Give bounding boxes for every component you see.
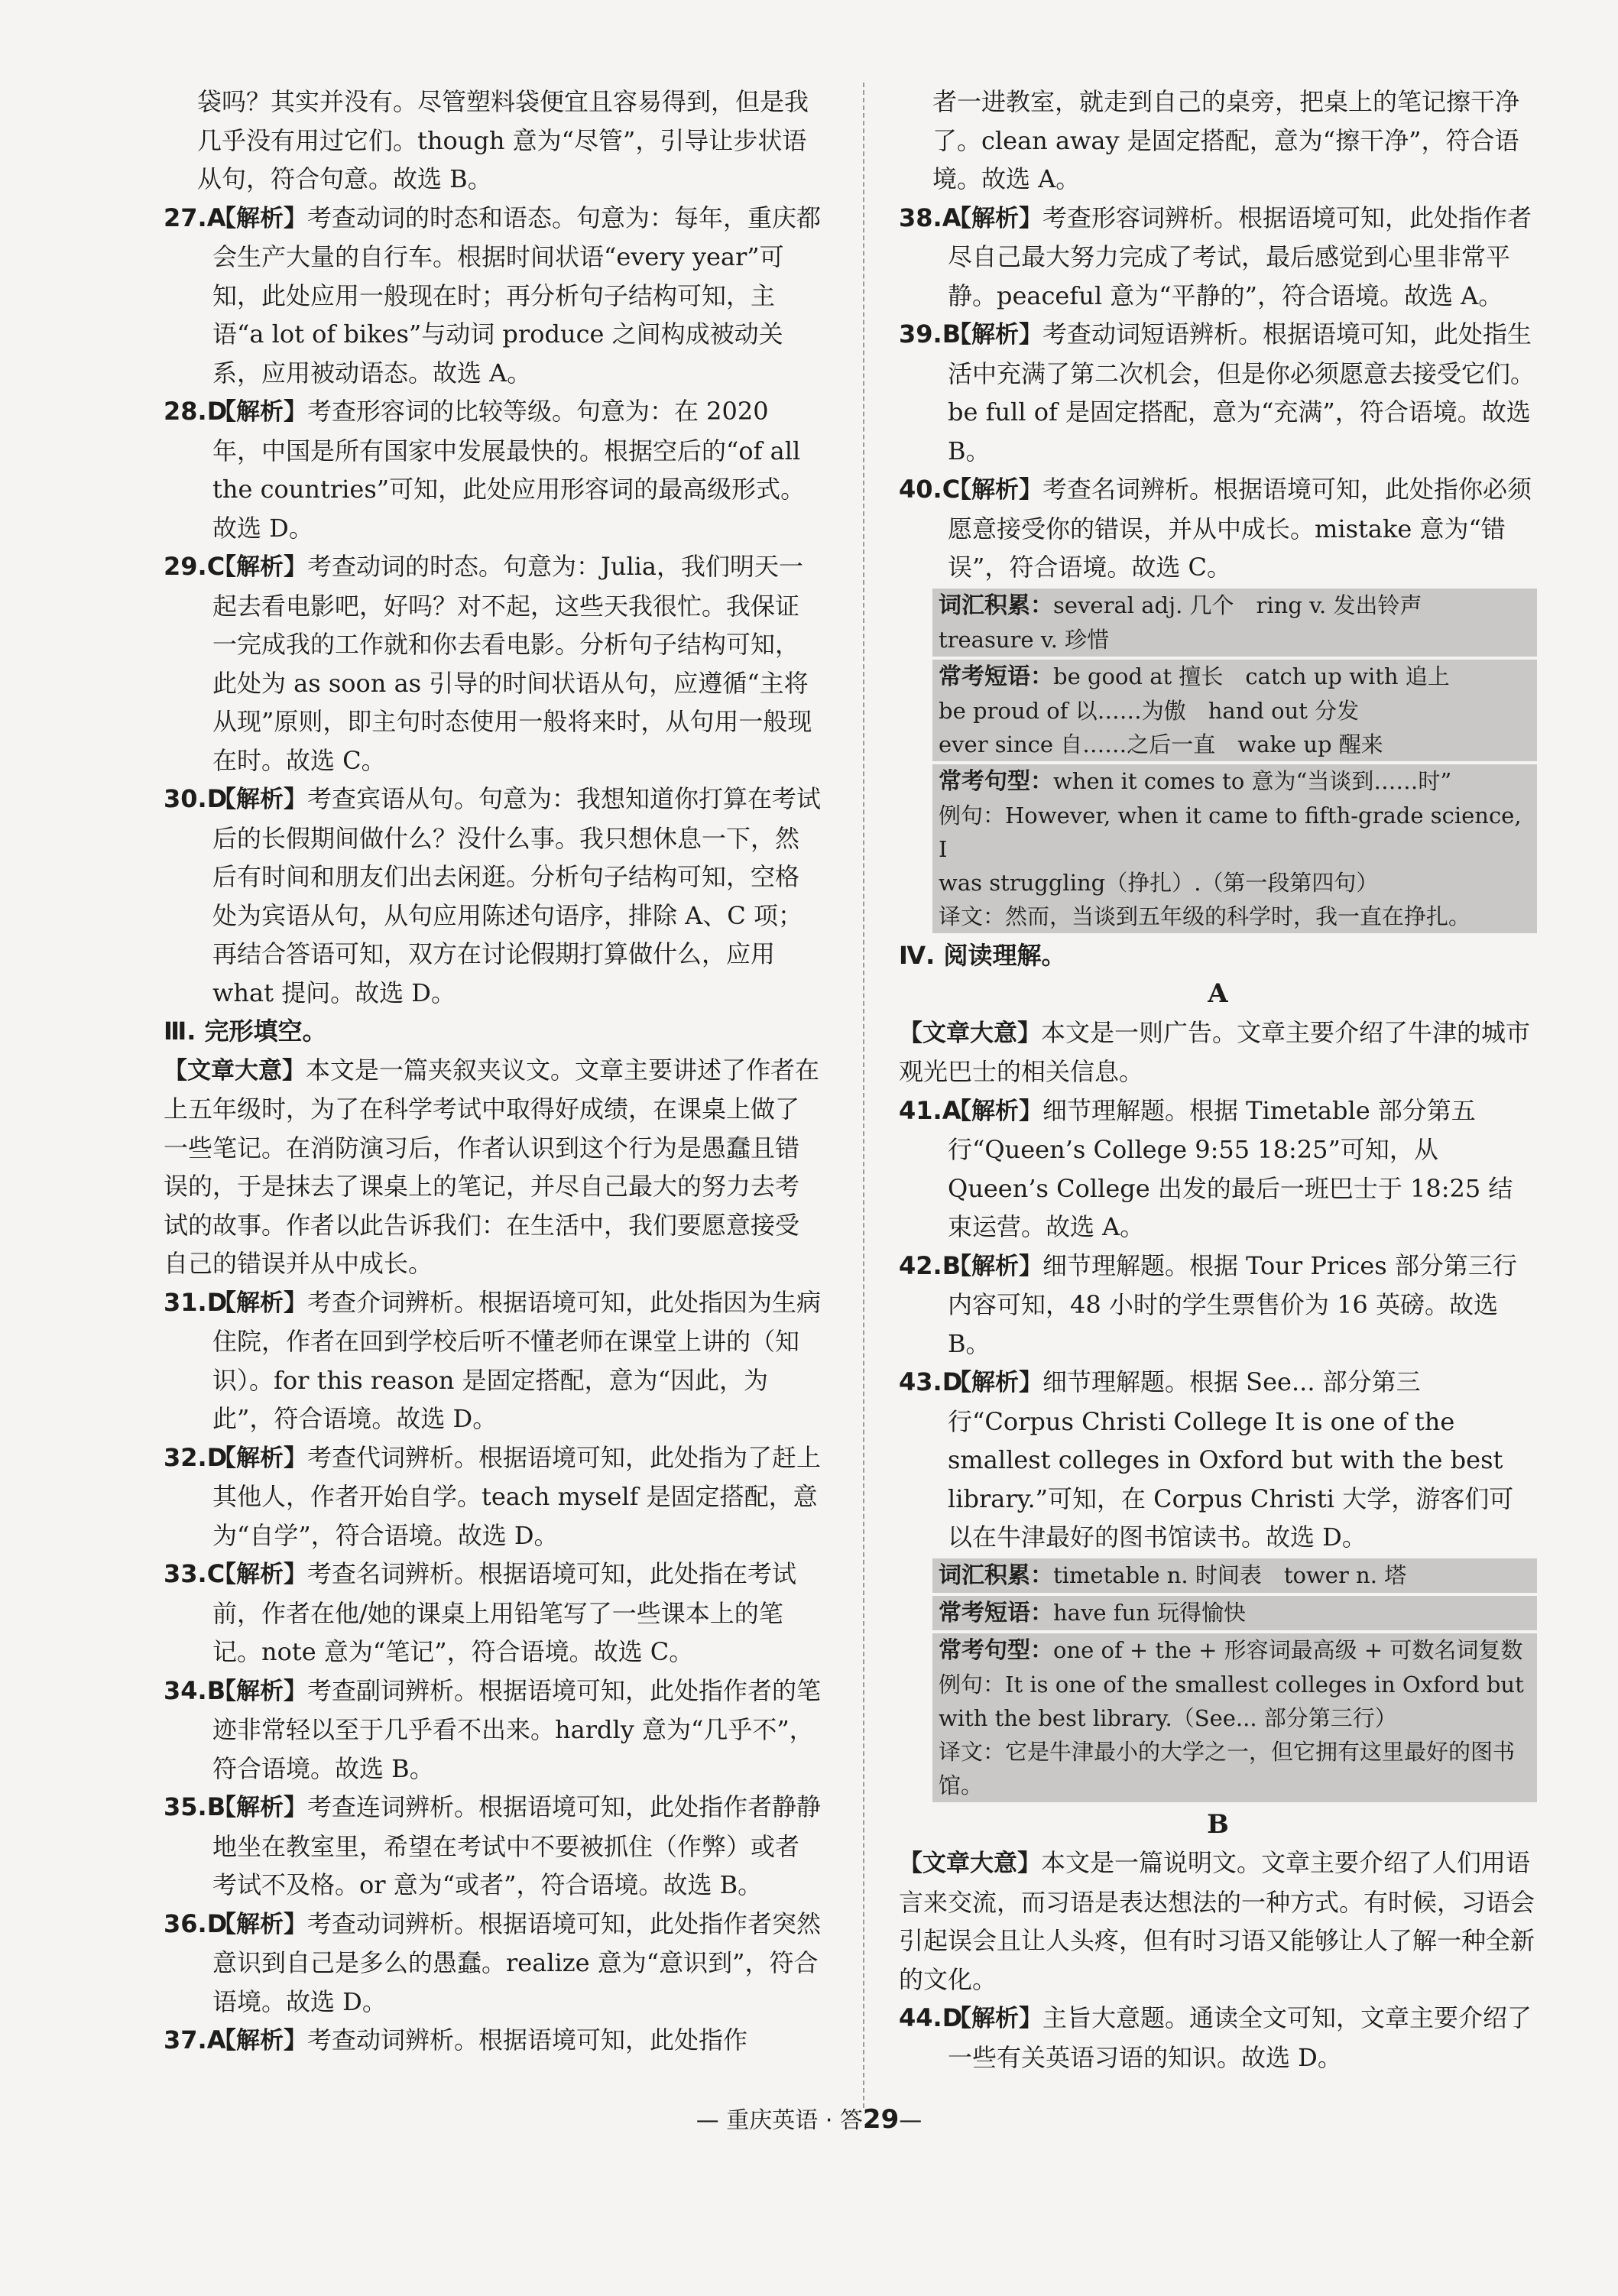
part-b-heading: B xyxy=(1207,1808,1229,1840)
sentence-line: 常考句型：when it comes to 意为“当谈到……时” 例句：However, when it came to fifth-grade science, I was struggling（挣扎）.（第一段第四句） 译文：然而，当谈到五年级的科学时，我一直在挣扎。 xyxy=(932,764,1537,933)
knowledge-box-2 xyxy=(932,1558,1537,1802)
answer-item-31: 31.D 【解析】考查介词辨析。根据语境可知，此处指因为生病住院，作者在回到学校后听不懂老师在课堂上讲的（知识）。for this reason 是固定搭配，意为“因此，为此”，符合语境。故选 D。 xyxy=(164,1287,822,1433)
continued-text: 者一进教室，就走到自己的桌旁，把桌上的笔记擦干净了。clean away 是固定搭配，意为“擦干净”，符合语境。故选 A。 xyxy=(932,87,1520,193)
answer-item-41: 41.A 【解析】细节理解题。根据 Timetable 部分第五行“Queen’s College 9:55 18:25”可知，从 Queen’s College 出发的最后一班巴士于 18:25 结束运营。故选 A。 xyxy=(899,1095,1513,1241)
answer-item-27: 27.A 【解析】考查动词的时态和语态。句意为：每年，重庆都会生产大量的自行车。根据时间状语“every year”可知，此处应用一般现在时；再分析句子结构可知，主语“a lot of bikes”与动词 produce 之间构成被动关系，应用被动语态。故选 A。 xyxy=(164,203,822,388)
part-a-heading: A xyxy=(1208,978,1228,1009)
answer-item-37: 37.A 【解析】考查动词辨析。根据语境可知，此处指作 xyxy=(164,2025,748,2054)
section-heading-cloze: Ⅲ. 完形填空。 xyxy=(164,1017,327,1046)
answer-item-39: 39.B 【解析】考查动词短语辨析。根据语境可知，此处指生活中充满了第二次机会，但是你必须愿意去接受它们。be full of 是固定搭配，意为“充满”，符合语境。故选 B。 xyxy=(899,319,1535,465)
vocab-line: 词汇积累：timetable n. 时间表 tower n. 塔 xyxy=(932,1558,1537,1593)
article-summary-b: 【文章大意】本文是一篇说明文。文章主要介绍了人们用语言来交流，而习语是表达想法的一种方式。有时候，习语会引起误会且让人头疼，但有时习语又能够让人了解一种全新的文化。 xyxy=(899,1848,1535,1994)
continued-text: 袋吗？其实并没有。尽管塑料袋便宜且容易得到，但是我几乎没有用过它们。though 意为“尽管”，引导让步状语从句，符合句意。故选 B。 xyxy=(197,87,809,193)
vocab-line: 词汇积累：several adj. 几个 ring v. 发出铃声 treasure v. 珍惜 xyxy=(932,589,1537,657)
footer-label: — 重庆英语 · 答 xyxy=(696,2107,863,2134)
answer-item-29: 29.C 【解析】考查动词的时态。句意为：Julia，我们明天一起去看电影吧，好吗？对不起，这些天我很忙。我保证一完成我的工作就和你去看电影。分析句子结构可知，此处为 as soon as 引导的时间状语从句，应遵循“主将从现”原则，即主句时态使用一般将来时，从句用一般现在时。故选 C。 xyxy=(164,552,812,775)
column-divider xyxy=(863,83,864,2108)
knowledge-box-1 xyxy=(932,589,1537,933)
answer-item-43: 43.D 【解析】细节理解题。根据 See... 部分第三行“Corpus Christi College It is one of the smallest colleges in Oxford but with the best library.”可知，在 Corpus Christi 大学，游客们可以在牛津最好的图书馆读书。故选 D。 xyxy=(899,1367,1514,1552)
answer-item-36: 36.D 【解析】考查动词辨析。根据语境可知，此处指作者突然意识到自己是多么的愚蠢。realize 意为“意识到”，符合语境。故选 D。 xyxy=(164,1908,822,2016)
footer-suffix: — xyxy=(899,2107,922,2134)
answer-item-33: 33.C 【解析】考查名词辨析。根据语境可知，此处指在考试前，作者在他/她的课桌上用铅笔写了一些课本上的笔记。note 意为“笔记”，符合语境。故选 C。 xyxy=(164,1559,797,1666)
answer-item-40: 40.C 【解析】考查名词辨析。根据语境可知，此处指你必须愿意接受你的错误，并从中成长。mistake 意为“错误”，符合语境。故选 C。 xyxy=(899,475,1532,582)
page-number: 29 xyxy=(862,2104,900,2135)
answer-item-38: 38.A 【解析】考查形容词辨析。根据语境可知，此处指作者尽自己最大努力完成了考试，最后感觉到心里非常平静。peaceful 意为“平静的”，符合语境。故选 A。 xyxy=(899,203,1532,310)
right-column xyxy=(899,83,1537,2077)
answer-item-34: 34.B 【解析】考查副词辨析。根据语境可知，此处指作者的笔迹非常轻以至于几乎看不出来。hardly 意为“几乎不”，符合语境。故选 B。 xyxy=(164,1675,822,1783)
section-heading-reading: Ⅳ. 阅读理解。 xyxy=(899,940,1066,970)
phrase-line: 常考短语：have fun 玩得愉快 xyxy=(932,1596,1537,1630)
page-footer xyxy=(0,2100,1618,2141)
answer-item-44: 44.D 【解析】主旨大意题。通读全文可知，文章主要介绍了一些有关英语习语的知识。故选 D。 xyxy=(899,2003,1532,2072)
answer-item-30: 30.D 【解析】考查宾语从句。句意为：我想知道你打算在考试后的长假期间做什么？没什么事。我只想休息一下，然后有时间和朋友们出去闲逛。分析句子结构可知，空格处为宾语从句，从句应用陈述句语序，排除 A、C 项；再结合答语可知，双方在讨论假期打算做什么，应用 what 提问。故选 D。 xyxy=(164,784,822,1007)
left-column xyxy=(164,83,822,2061)
sentence-line: 常考句型：one of + the + 形容词最高级 + 可数名词复数 例句：It is one of the smallest colleges in Oxford but with the best library.（See... 部分第三行） 译文：它是牛津最小的大学之一，但它拥有这里最好的图书馆。 xyxy=(932,1633,1537,1802)
answer-item-42: 42.B 【解析】细节理解题。根据 Tour Prices 部分第三行内容可知，48 小时的学生票售价为 16 英磅。故选 B。 xyxy=(899,1250,1517,1358)
article-summary-a: 【文章大意】本文是一则广告。文章主要介绍了牛津的城市观光巴士的相关信息。 xyxy=(899,1017,1531,1086)
answer-item-32: 32.D 【解析】考查代词辨析。根据语境可知，此处指为了赶上其他人，作者开始自学。teach myself 是固定搭配，意为“自学”，符合语境。故选 D。 xyxy=(164,1442,822,1550)
answer-item-35: 35.B 【解析】考查连词辨析。根据语境可知，此处指作者静静地坐在教室里，希望在考试中不要被抓住（作弊）或者考试不及格。or 意为“或者”，符合语境。故选 B。 xyxy=(164,1792,822,1899)
answer-item-28: 28.D 【解析】考查形容词的比较等级。句意为：在 2020 年，中国是所有国家中发展最快的。根据空后的“of all the countries”可知，此处应用形容词的最高级形式。故选 D。 xyxy=(164,397,806,543)
phrase-line: 常考短语：be good at 擅长 catch up with 追上 be proud of 以……为傲 hand out 分发 ever since 自……之后一直 wake up 醒来 xyxy=(932,660,1537,761)
article-summary: 【文章大意】本文是一篇夹叙夹议文。文章主要讲述了作者在上五年级时，为了在科学考试中取得好成绩，在课桌上做了一些笔记。在消防演习后，作者认识到这个行为是愚蠢且错误的，于是抹去了课桌上的笔记，并尽自己最大的努力去考试的故事。作者以此告诉我们：在生活中，我们要愿意接受自己的错误并从中成长。 xyxy=(164,1055,820,1278)
